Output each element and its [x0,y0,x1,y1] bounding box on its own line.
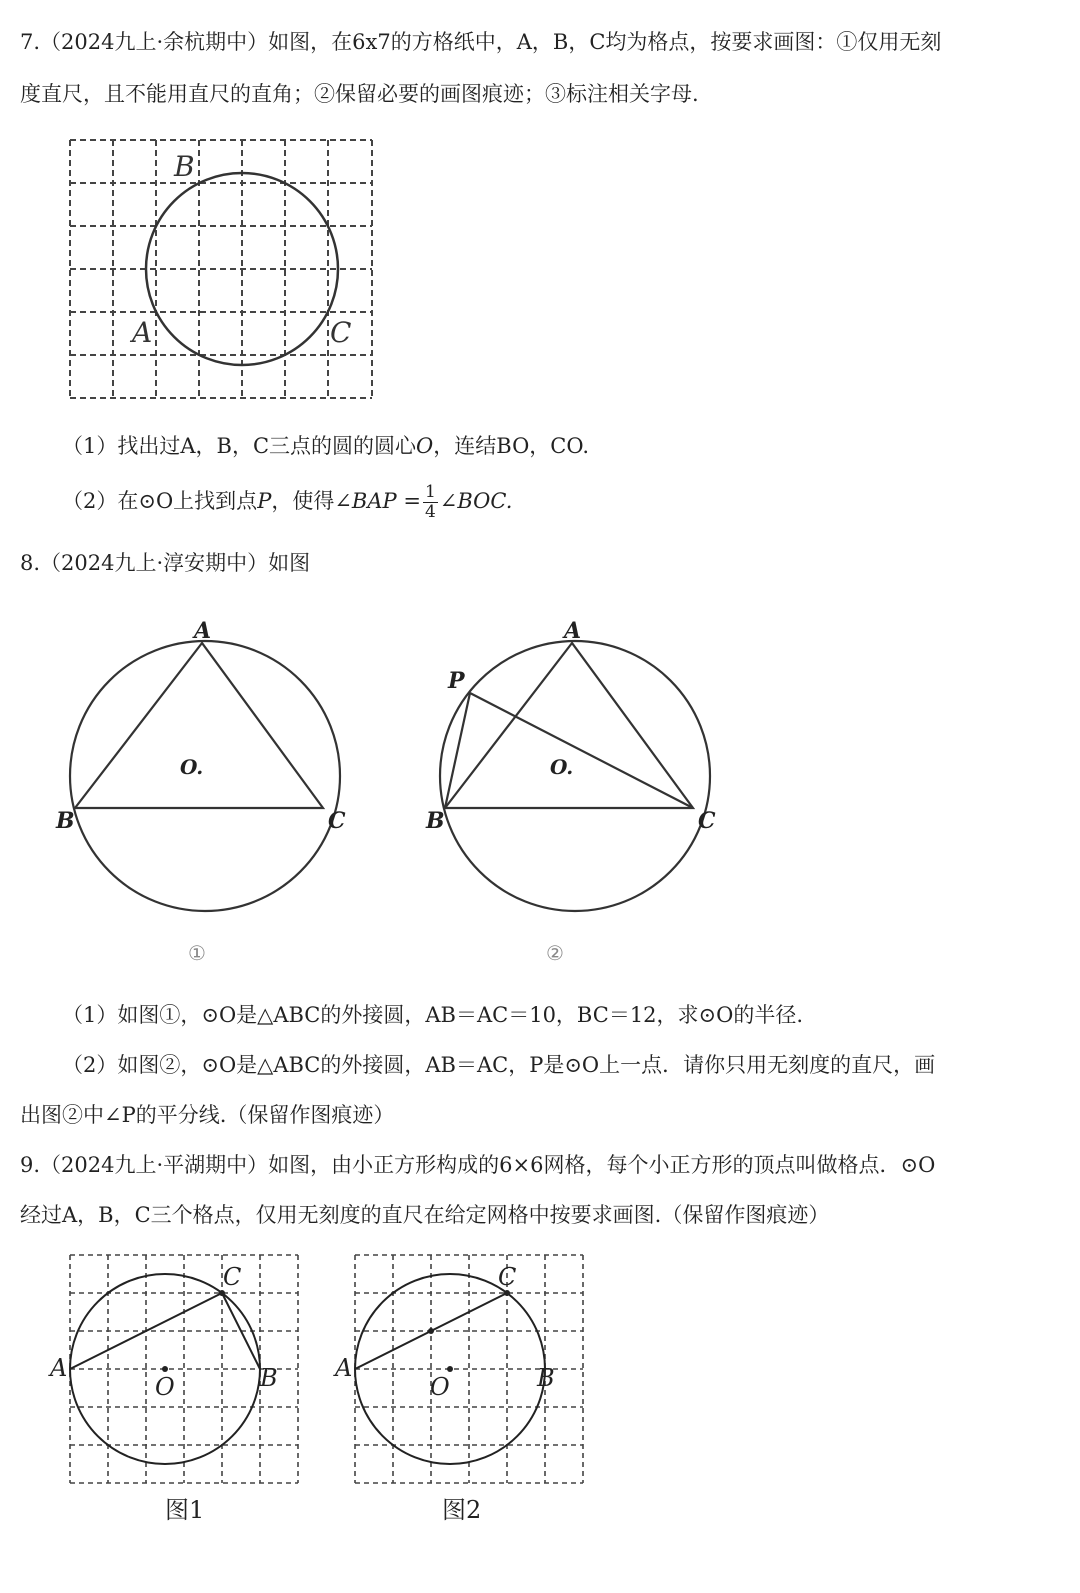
q8-title: 8.（2024九上·淳安期中）如图 [20,551,311,575]
q9-f1-label-a: A [50,1354,68,1382]
q8-f2-line-pc [470,693,693,808]
q9-f2-mid-dot [428,1328,434,1334]
q8-figure-1 [50,610,370,970]
q8-f1-caption: ① [188,941,206,965]
q8-f2-label-b: B [426,808,445,834]
q7-part2 [62,484,512,521]
q7-label-b: B [174,150,195,183]
q8-f2-label-o: O. [550,755,574,779]
q9-f1-label-b: B [260,1364,278,1392]
q9-line2: 经过A，B，C三个格点，仅用无刻度的直尺在给定网格中按要求画图.（保留作图痕迹） [20,1203,830,1227]
q9-f2-label-b: B [537,1364,555,1392]
q8-part1: （1）如图①，⊙O是△ABC的外接圆，AB＝AC＝10，BC＝12，求⊙O的半径. [62,1003,804,1027]
q7-grid [70,140,372,398]
q8-part2-line2: 出图②中∠P的平分线.（保留作图痕迹） [20,1103,395,1127]
q8-f1-label-o: O. [180,755,204,779]
q7-part2-text2: ，使得 [271,489,335,513]
q7-part2-text: （2）在⊙O上找到点 [62,489,258,513]
q9-line1: 9.（2024九上·平湖期中）如图，由小正方形构成的6×6网格，每个小正方形的顶点叫做格点．⊙O [20,1153,936,1177]
q8-f1-label-a: A [194,618,212,644]
q9-figure-2 [330,1250,600,1530]
q8-figure-2 [420,610,740,970]
q8-f2-label-p: P [448,668,465,694]
q7-line2: 度直尺，且不能用直尺的直角；②保留必要的画图痕迹；③标注相关字母. [20,82,699,106]
q7-frac-den: 4 [424,502,436,522]
q9-f2-label-o: O [430,1373,450,1401]
q9-f2-center-dot [447,1366,453,1372]
q9-f1-caption: 图1 [165,1496,205,1524]
q9-f1-center-dot [162,1366,168,1372]
q7-part2-expr-right: ∠BOC. [439,489,513,513]
q8-f1-label-b: B [56,808,75,834]
q7-part1-text: （1）找出过A，B，C三点的圆的圆心 [62,434,417,458]
q7-part1 [62,434,589,459]
q9-f1-label-c: C [223,1263,242,1291]
q7-part1-var: O [416,434,434,458]
q8-f2-label-c: C [698,808,716,834]
q7-frac-num: 1 [424,482,436,502]
q7-label-c: C [330,316,352,349]
q7-part2-expr-left: ∠BAP = [334,489,421,513]
q8-f1-label-c: C [328,808,346,834]
q7-label-a: A [132,316,153,349]
q9-f1-label-o: O [155,1373,175,1401]
q9-figure-1 [45,1250,315,1530]
q7-line1: 7.（2024九上·余杭期中）如图，在6x7的方格纸中，A，B，C均为格点，按要求画图：①仅用无刻 [20,30,942,54]
q9-f2-caption: 图2 [442,1496,482,1524]
q7-part2-var: P [257,489,272,513]
q9-f2-label-c: C [498,1263,517,1291]
q8-f2-caption: ② [546,941,564,965]
q7-fraction [423,484,438,521]
q7-part1-text2: ，连结BO，CO. [433,434,590,458]
q8-f2-label-a: A [564,618,582,644]
q7-grid-figure [60,130,390,410]
q8-part2-line1: （2）如图②，⊙O是△ABC的外接圆，AB＝AC，P是⊙O上一点．请你只用无刻度的直尺，画 [62,1053,936,1077]
q9-f2-label-a: A [335,1354,353,1382]
